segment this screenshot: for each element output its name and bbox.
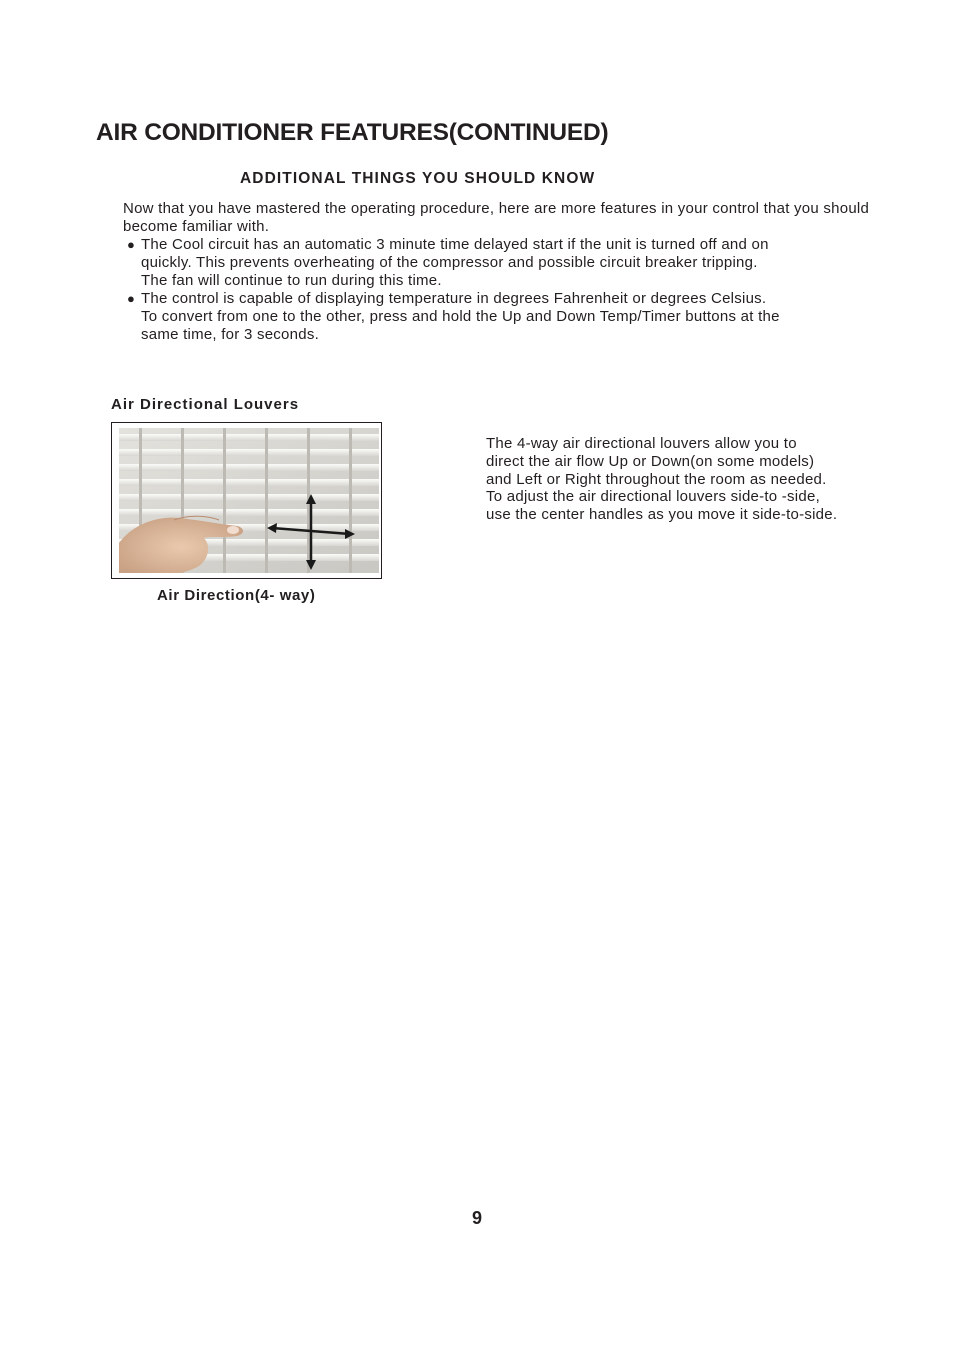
louvers-heading: Air Directional Louvers — [111, 396, 300, 413]
description-line: use the center handles as you move it side-to-side. — [486, 506, 838, 524]
bullet-icon: ● — [127, 291, 136, 306]
description-line: To adjust the air directional louvers side-to -side, — [486, 488, 820, 506]
list-item-line: The Cool circuit has an automatic 3 minute time delayed start if the unit is turned off and on — [141, 236, 769, 253]
photo-caption: Air Direction(4- way) — [157, 587, 316, 604]
page-title: AIR CONDITIONER FEATURES(CONTINUED) — [96, 119, 609, 146]
louver-photo-frame — [111, 422, 382, 579]
louvers-description — [486, 435, 886, 524]
louver-photo — [119, 428, 379, 573]
list-item-line: same time, for 3 seconds. — [141, 326, 319, 343]
list-item-line: To convert from one to the other, press and hold the Up and Down Temp/Timer buttons at the — [141, 308, 780, 325]
description-line: The 4-way air directional louvers allow you to — [486, 435, 797, 452]
intro-paragraph: Now that you have mastered the operating procedure, here are more features in your control that you should become familiar with. — [123, 200, 870, 235]
bullet-icon: ● — [127, 237, 136, 252]
list-item — [123, 290, 883, 344]
description-line: direct the air flow Up or Down(on some models) — [486, 452, 815, 470]
page-number: 9 — [471, 1208, 482, 1228]
list-item-line: quickly. This prevents overheating of the compressor and possible circuit breaker tripping. — [141, 254, 758, 271]
feature-list — [123, 236, 883, 344]
list-item-line: The fan will continue to run during this time. — [141, 272, 442, 289]
section-subtitle: ADDITIONAL THINGS YOU SHOULD KNOW — [240, 170, 596, 187]
list-item-line: The control is capable of displaying temperature in degrees Fahrenheit or degrees Celsius. — [141, 290, 767, 307]
description-line: and Left or Right throughout the room as needed. — [486, 470, 827, 488]
list-item — [123, 236, 883, 290]
